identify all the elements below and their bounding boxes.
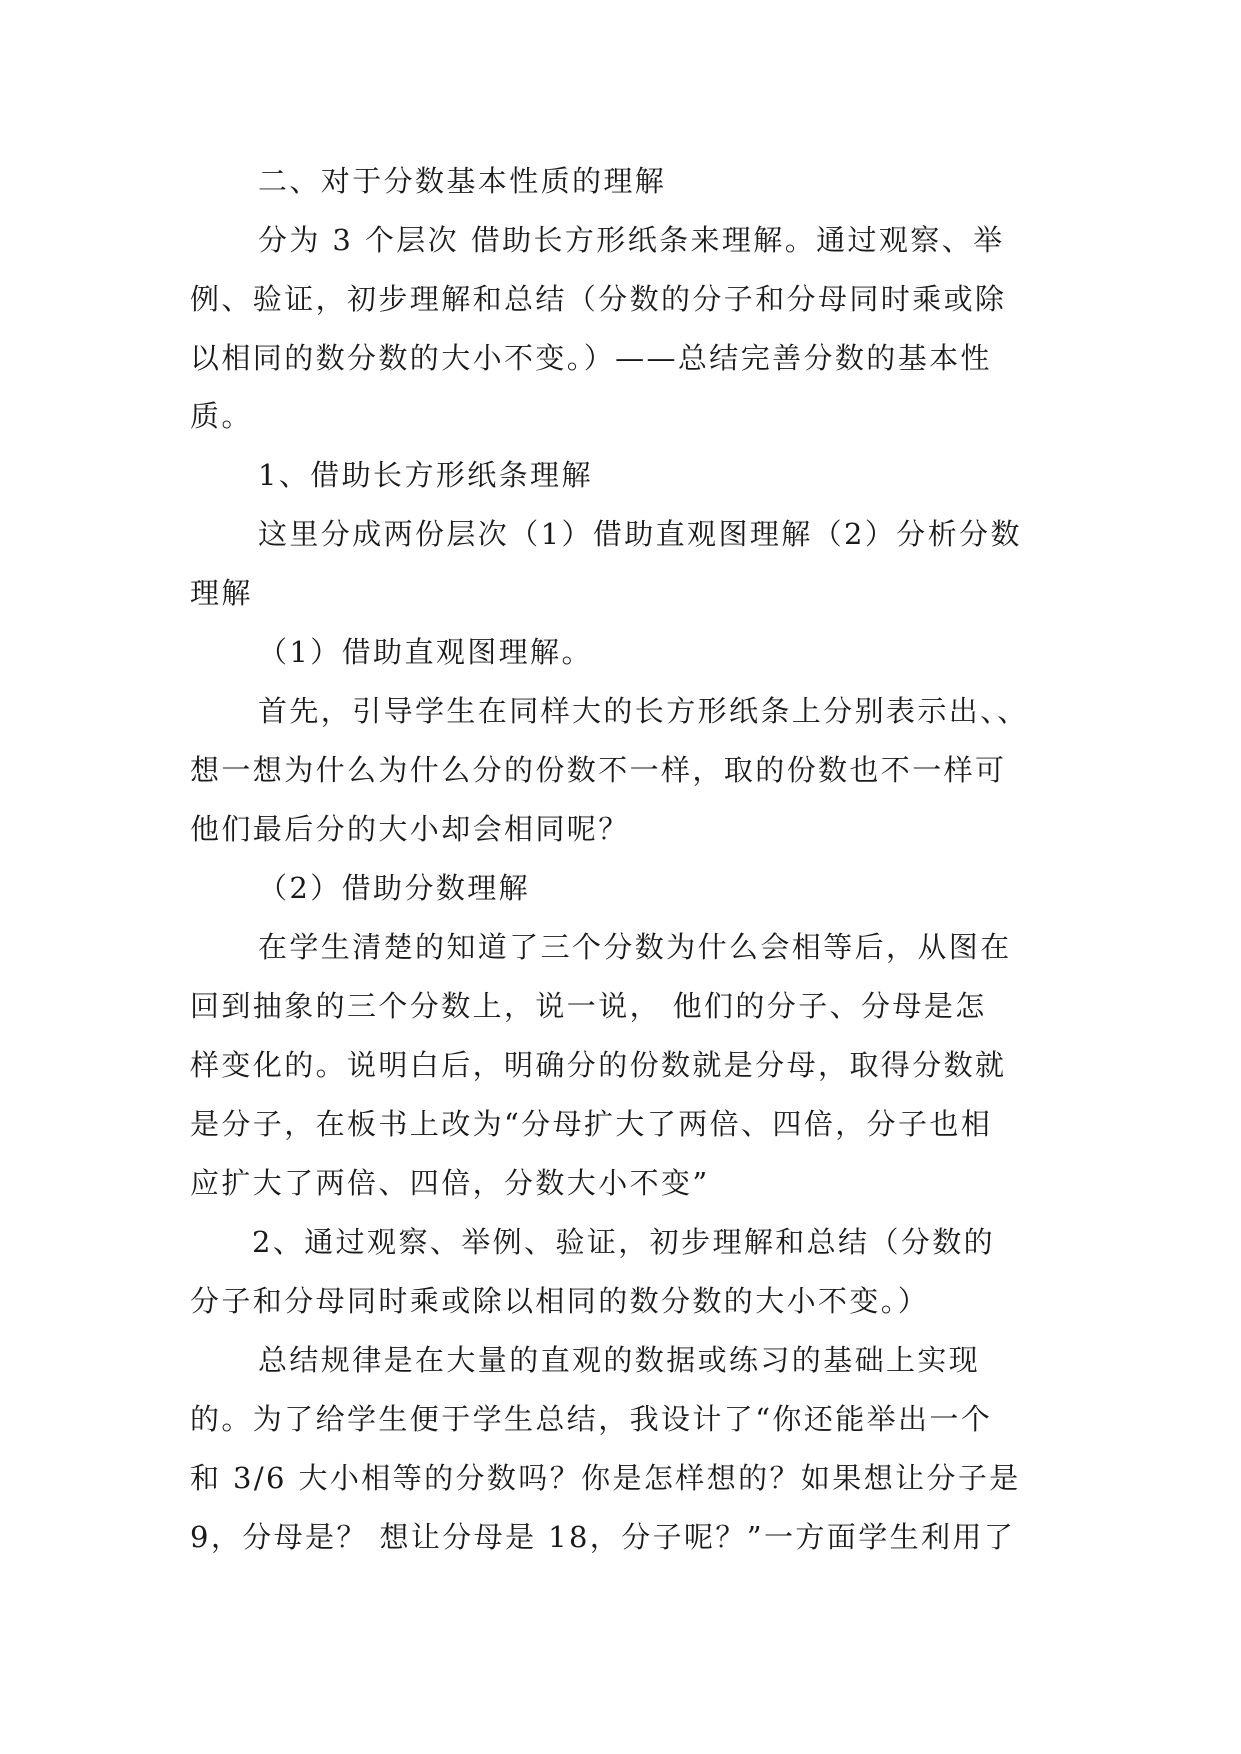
paragraph-line: 分为 3 个层次 借助长方形纸条来理解。通过观察、举 bbox=[258, 223, 1005, 257]
paragraph-line: 质。 bbox=[190, 399, 253, 433]
paragraph-line: 以相同的数分数的大小不变。）——总结完善分数的基本性 bbox=[190, 341, 992, 375]
paragraph-line: 9，分母是？ 想让分母是 18，分子呢？”一方面学生利用了 bbox=[190, 1520, 1016, 1554]
subheading-1-1: （1）借助直观图理解。 bbox=[258, 635, 593, 669]
paragraph-line: 的。为了给学生便于学生总结，我设计了“你还能举出一个 bbox=[190, 1402, 993, 1436]
paragraph-line: 应扩大了两倍、四倍，分数大小不变” bbox=[190, 1166, 710, 1200]
paragraph-line: 理解 bbox=[190, 576, 253, 610]
paragraph-line: 总结规律是在大量的直观的数据或练习的基础上实现 bbox=[258, 1343, 981, 1377]
subheading-1-2: （2）借助分数理解 bbox=[258, 871, 531, 905]
paragraph-line: 例、验证，初步理解和总结（分数的分子和分母同时乘或除 bbox=[190, 282, 1007, 316]
paragraph-line: 他们最后分的大小却会相同呢？ bbox=[190, 812, 630, 846]
paragraph-line: 首先，引导学生在同样大的长方形纸条上分别表示出、、 bbox=[258, 694, 1029, 728]
paragraph-line: 回到抽象的三个分数上，说一说， 他们的分子、分母是怎 bbox=[190, 989, 987, 1023]
heading-section-two: 二、对于分数基本性质的理解 bbox=[258, 164, 667, 198]
paragraph-line: 是分子，在板书上改为“分母扩大了两倍、四倍，分子也相 bbox=[190, 1107, 993, 1141]
paragraph-line: 这里分成两份层次（1）借助直观图理解（2）分析分数 bbox=[258, 517, 1022, 551]
subheading-2: 2、通过观察、举例、验证，初步理解和总结（分数的 bbox=[252, 1225, 996, 1259]
paragraph-line: 分子和分母同时乘或除以相同的数分数的大小不变。） bbox=[190, 1284, 930, 1318]
subheading-1: 1、借助长方形纸条理解 bbox=[258, 458, 593, 492]
paragraph-line: 样变化的。说明白后，明确分的份数就是分母，取得分数就 bbox=[190, 1048, 1007, 1082]
paragraph-line: 在学生清楚的知道了三个分数为什么会相等后，从图在 bbox=[258, 930, 1012, 964]
paragraph-line: 想一想为什么为什么分的份数不一样，取的份数也不一样可 bbox=[190, 753, 1007, 787]
paragraph-line: 和 3/6 大小相等的分数吗？你是怎样想的？如果想让分子是 bbox=[190, 1461, 1021, 1495]
